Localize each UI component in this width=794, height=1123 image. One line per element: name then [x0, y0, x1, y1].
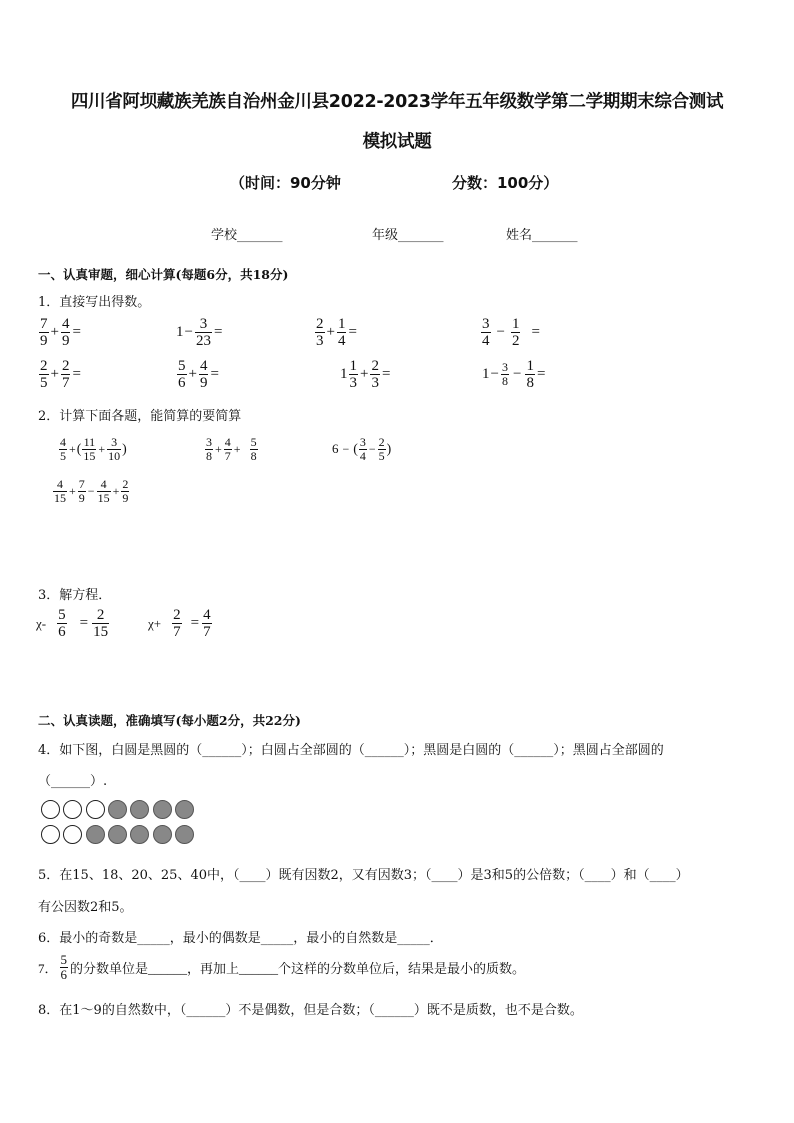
q1-item-a: $\frac{7}{9}$ + $\frac{4}{9}$ = — [40, 316, 81, 350]
question-2: 2．计算下面各题，能简算的要简算 — [38, 409, 242, 424]
q1-item-h: 1 − $\frac{3}{8}$ − $\frac{1}{8}$ = — [482, 358, 546, 392]
question-8: 8．在1～9的自然数中，（______）不是偶数，但是合数；（______）既不是质数，也不是合数。 — [38, 1003, 583, 1018]
question-1: 1．直接写出得数。 — [38, 295, 151, 310]
q1-item-g: 1 $\frac{1}{3}$ + $\frac{2}{3}$ = — [340, 358, 391, 392]
question-6: 6．最小的奇数是_____，最小的偶数是_____，最小的自然数是_____． — [38, 931, 443, 946]
question-4-line2: （______）. — [38, 774, 108, 789]
black-circle — [108, 825, 127, 844]
name-field: 姓名_______ — [506, 228, 578, 243]
q3-equation-b: χ+ $\frac{2}{7}$ = $\frac{4}{7}$ — [148, 607, 211, 641]
q1-item-c: $\frac{2}{3}$ + $\frac{1}{4}$ = — [316, 316, 357, 350]
q2-item-a: $\frac{4}{5}$ + ( $\frac{11}{15}$ + $\frac{3}{10}$ ) — [60, 435, 127, 463]
black-circle — [175, 825, 194, 844]
title-line1: 四川省阿坝藏族羌族自治州金川县2022-2023学年五年级数学第二学期期末综合测试 — [70, 92, 724, 112]
q3-equation-a: χ- $\frac{5}{6}$ = $\frac{2}{15}$ — [36, 607, 109, 641]
white-circle — [41, 825, 60, 844]
school-field: 学校_______ — [211, 228, 283, 243]
white-circle — [41, 800, 60, 819]
black-circle — [130, 825, 149, 844]
black-circle — [108, 800, 127, 819]
score-label: 分数：100分） — [452, 174, 559, 192]
section-2-heading: 二、认真读题，准确填写(每小题2分，共22分) — [38, 713, 301, 728]
q1-item-d: $\frac{3}{4}$ − $\frac{1}{2}$ = — [482, 316, 540, 350]
white-circle — [63, 800, 82, 819]
black-circle — [153, 825, 172, 844]
q2-item-d: $\frac{4}{15}$ + $\frac{7}{9}$ − $\frac{4}{15}$ + $\frac{2}{9}$ — [54, 477, 129, 505]
grade-field: 年级_______ — [372, 228, 444, 243]
question-3: 3．解方程． — [38, 588, 112, 603]
white-circle — [63, 825, 82, 844]
q2-item-b: $\frac{3}{8}$ + $\frac{4}{7}$ + $\frac{5}{8}$ — [206, 435, 257, 463]
black-circle — [175, 800, 194, 819]
q2-item-c: 6 − ( $\frac{3}{4}$ − $\frac{2}{5}$ ) — [332, 435, 392, 463]
title-line2: 模拟试题 — [362, 132, 432, 152]
section-1-heading: 一、认真审题，细心计算(每题6分，共18分) — [38, 267, 289, 282]
time-label: （时间：90分钟 — [230, 174, 341, 192]
q1-item-e: $\frac{2}{5}$ + $\frac{2}{7}$ = — [40, 358, 81, 392]
question-7: 7． $\frac{5}{6}$ 的分数单位是______，再加上______个这样的分数单位后，结果是最小的质数。 — [38, 952, 526, 983]
q1-item-f: $\frac{5}{6}$ + $\frac{4}{9}$ = — [178, 358, 219, 392]
white-circle — [86, 800, 105, 819]
q1-item-b: 1 − $\frac{3}{23}$ = — [176, 316, 223, 350]
question-5-line2: 有公因数2和5。 — [38, 900, 133, 915]
black-circle — [86, 825, 105, 844]
question-5-line1: 5．在15、18、20、25、40中，（____）既有因数2，又有因数3；（____）是3和5的公倍数；（____）和（____） — [38, 868, 689, 883]
question-4-line1: 4．如下图，白圆是黑圆的（______）；白圆占全部圆的（______）；黑圆是白圆的（______）；黑圆占全部圆的 — [38, 743, 664, 758]
black-circle — [130, 800, 149, 819]
black-circle — [153, 800, 172, 819]
